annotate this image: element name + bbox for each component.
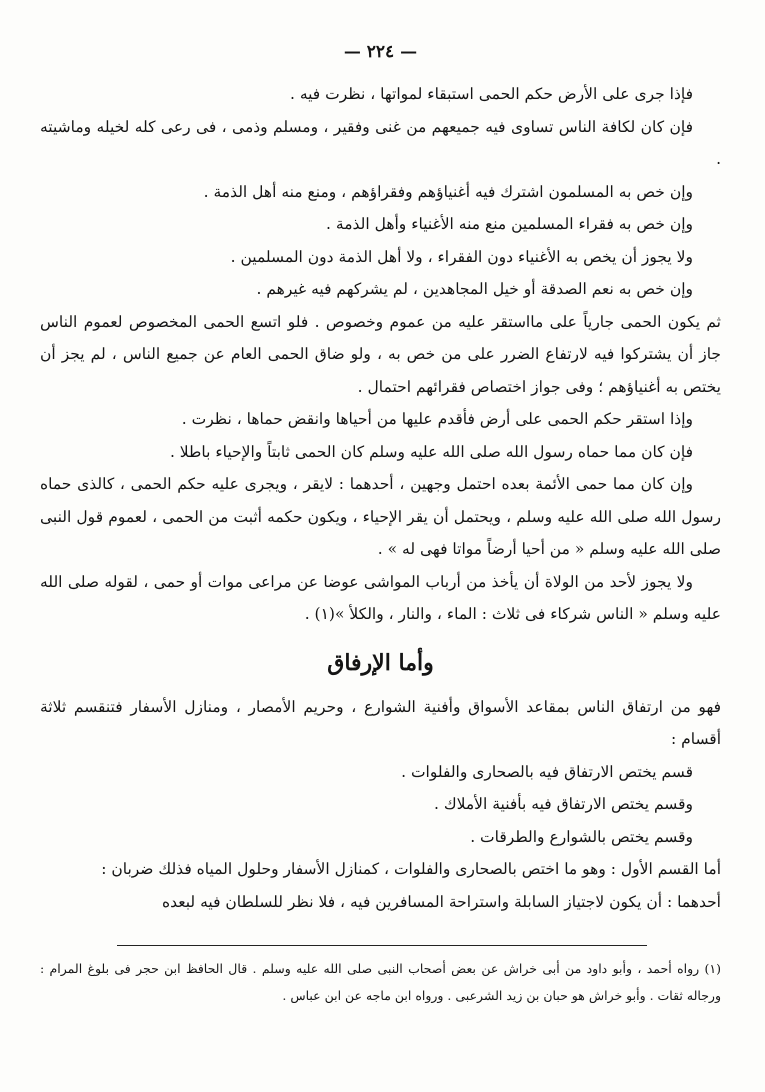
paragraph: ثم يكون الحمى جارياً على مااستقر عليه من عموم وخصوص . فلو اتسع الحمى المخصوص لعموم الناس جاز أن يشتركوا فيه لارتفاع الضرر على من خص به ، ولو ضاق الحمى العام عن جميع الناس ، لم يجز أن يختص به أغنياؤهم ؛ وفى جواز اختصاص فقرائهم احتمال .: [40, 312, 722, 396]
paragraph: ولا يجوز أن يخص به الأغنياء دون الفقراء ، ولا أهل الذمة دون المسلمين .: [230, 247, 693, 266]
page-number: — ٢٢٤ —: [343, 42, 418, 62]
paragraph: أما القسم الأول : وهو ما اختص بالصحارى والفلوات ، كمنازل الأسفار وحلول المياه فذلك ضربان :: [101, 860, 721, 878]
paragraph: وإذا استقر حكم الحمى على أرض فأقدم عليها من أحياها وانقض حماها ، نظرت .: [181, 410, 693, 428]
paragraph: فإذا جرى على الأرض حكم الحمى استبقاء لمواتها ، نظرت فيه .: [289, 85, 693, 103]
footnote-divider: [117, 945, 647, 946]
paragraph: فهو من ارتفاق الناس بمقاعد الأسواق وأفنية الشوارع ، وحريم الأمصار ، ومنازل الأسفار فتنقسم ثلاثة أقسام :: [40, 697, 721, 748]
section-heading: وأما الإرفاق: [327, 649, 434, 676]
list-item: وقسم يختص بالشوارع والطرقات .: [470, 827, 693, 846]
list-item: وقسم يختص الارتفاق فيه بأفنية الأملاك .: [433, 795, 693, 813]
list-item: قسم يختص الارتفاق فيه بالصحارى والفلوات .: [401, 762, 693, 781]
paragraph: وإن خص به المسلمون اشترك فيه أغنياؤهم وفقراؤهم ، ومنع منه أهل الذمة .: [203, 182, 693, 201]
paragraph: فإن كان مما حماه رسول الله صلى الله عليه وسلم كان الحمى ثابتاً والإحياء باطلا .: [169, 442, 693, 461]
paragraph: أحدهما : أن يكون لاجتياز السابلة واستراحة المسافرين فيه ، فلا نظر للسلطان فيه لبعده: [162, 892, 721, 911]
paragraph: فإن كان لكافة الناس تساوى فيه جميعهم من غنى وفقير ، ومسلم وذمى ، فى رعى كله لخيله وماشيته .: [40, 117, 721, 168]
paragraph: وإن كان مما حمى الأئمة بعده احتمل وجهين ، أحدهما : لايقر ، ويجرى عليه حكم الحمى ، كالذى حماه رسول الله صلى الله عليه وسلم ، ويحتمل أن يقر الإحياء ، ويكون حكمه أثبت من الحمى ، لعموم قول النبى صلى الله عليه وسلم « من أحيا أرضاً مواتا فهى له » .: [40, 475, 721, 558]
paragraph: وإن خص به نعم الصدقة أو خيل المجاهدين ، لم يشركهم فيه غيرهم .: [256, 280, 693, 298]
paragraph: ولا يجوز لأحد من الولاة أن يأخذ من أرباب المواشى عوضا عن مراعى موات أو حمى ، لقوله صلى الله عليه وسلم « الناس شركاء فى ثلاث : الماء ، والنار ، والكلأ »(١) .: [40, 572, 721, 623]
paragraph: وإن خص به فقراء المسلمين منع منه الأغنياء وأهل الذمة .: [326, 215, 693, 233]
footnote: (١) رواه أحمد ، وأبو داود من أبى خراش عن بعض أصحاب النبى صلى الله عليه وسلم . قال الحافظ ابن حجر فى بلوغ المرام : ورجاله ثقات . وأبو خراش هو حبان بن زيد الشرعبى . ورواه ابن ماجه عن ابن عباس .: [40, 961, 721, 1003]
